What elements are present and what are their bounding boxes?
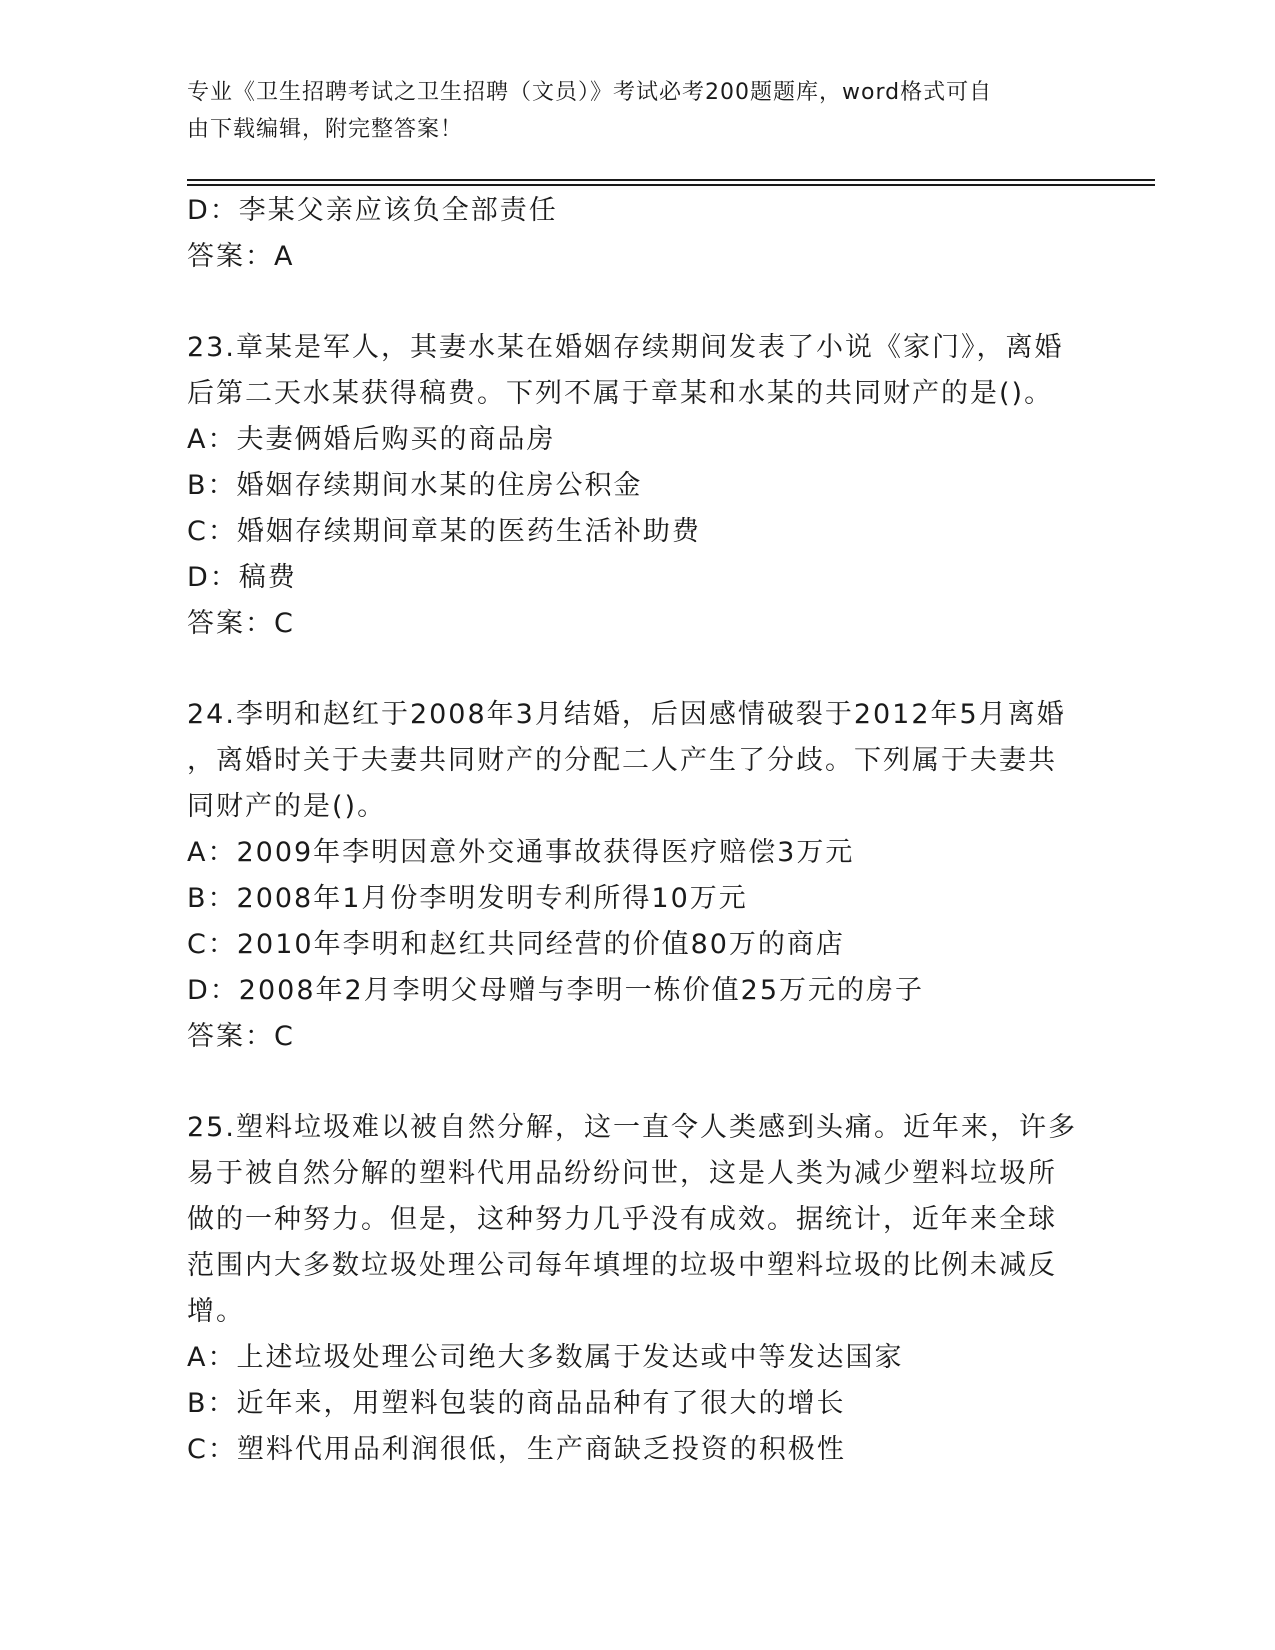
option-c: C：婚姻存续期间章某的医药生活补助费 (187, 516, 701, 547)
question-stem-line: 增。 (187, 1296, 245, 1327)
question-stem-line: ，离婚时关于夫妻共同财产的分配二人产生了分歧。下列属于夫妻共 (187, 745, 1057, 776)
answer: 答案：A (187, 241, 295, 272)
header-title-line-1: 专业《卫生招聘考试之卫生招聘（文员）》考试必考200题题库，word格式可自 (187, 80, 993, 105)
header-title-line-2: 由下载编辑，附完整答案！ (187, 117, 464, 142)
option-d: D：2008年2月李明父母赠与李明一栋价值25万元的房子 (187, 975, 925, 1006)
option-a: A：夫妻俩婚后购买的商品房 (187, 424, 556, 455)
question-stem-line: 23.章某是军人，其妻水某在婚姻存续期间发表了小说《家门》，离婚 (187, 332, 1064, 363)
question-list (187, 188, 1087, 1473)
option-a: A：2009年李明因意外交通事故获得医疗赔偿3万元 (187, 837, 855, 868)
option-c: C：2010年李明和赵红共同经营的价值80万的商店 (187, 929, 845, 960)
answer: 答案：C (187, 1021, 295, 1052)
question-stem-line: 25.塑料垃圾难以被自然分解，这一直令人类感到头痛。近年来，许多 (187, 1112, 1077, 1143)
question-stem-line: 24.李明和赵红于2008年3月结婚，后因感情破裂于2012年5月离婚 (187, 699, 1066, 730)
option-b: B：2008年1月份李明发明专利所得10万元 (187, 883, 748, 914)
option-d: D：李某父亲应该负全部责任 (187, 195, 558, 226)
option-a: A：上述垃圾处理公司绝大多数属于发达或中等发达国家 (187, 1342, 904, 1373)
question-24 (187, 692, 1087, 1060)
header-divider-top (187, 179, 1155, 181)
option-b: B：近年来，用塑料包装的商品品种有了很大的增长 (187, 1388, 846, 1419)
option-d: D：稿费 (187, 562, 297, 593)
spacer (187, 280, 1087, 325)
page-header (187, 74, 1067, 148)
answer: 答案：C (187, 608, 295, 639)
question-stem-line: 做的一种努力。但是，这种努力几乎没有成效。据统计，近年来全球 (187, 1204, 1057, 1235)
option-b: B：婚姻存续期间水某的住房公积金 (187, 470, 643, 501)
header-divider-bottom (187, 184, 1155, 186)
question-stem-line: 同财产的是()。 (187, 791, 387, 822)
spacer (187, 647, 1087, 692)
question-stem-line: 易于被自然分解的塑料代用品纷纷问世，这是人类为减少塑料垃圾所 (187, 1158, 1057, 1189)
question-stem-line: 后第二天水某获得稿费。下列不属于章某和水某的共同财产的是()。 (187, 378, 1054, 409)
previous-question-tail (187, 188, 1087, 280)
question-23 (187, 325, 1087, 647)
option-c: C：塑料代用品利润很低，生产商缺乏投资的积极性 (187, 1434, 846, 1465)
question-25 (187, 1105, 1087, 1473)
spacer (187, 1060, 1087, 1105)
question-stem-line: 范围内大多数垃圾处理公司每年填埋的垃圾中塑料垃圾的比例未减反 (187, 1250, 1057, 1281)
